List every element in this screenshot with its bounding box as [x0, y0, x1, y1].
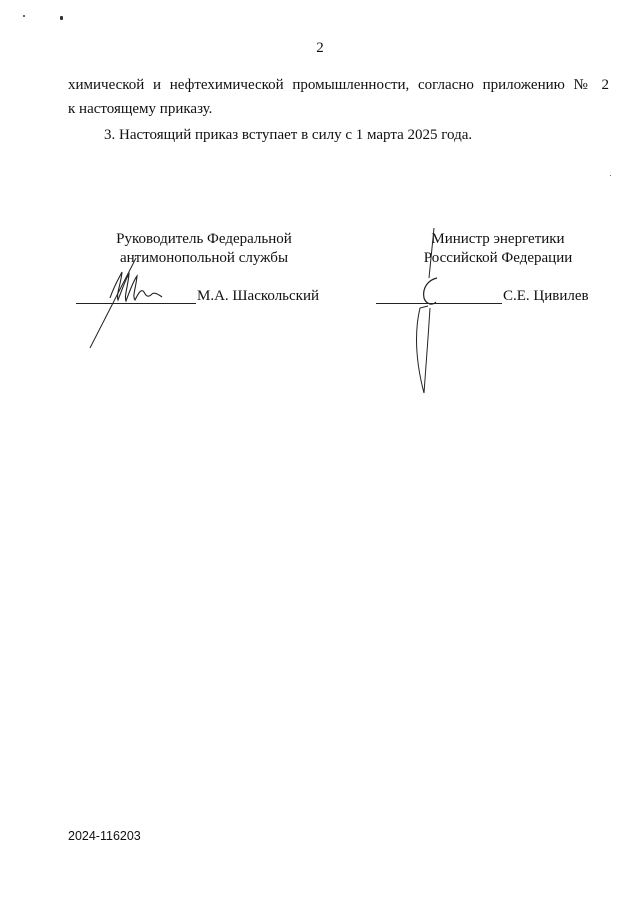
- right-title-line-1: Министр энергетики: [431, 231, 565, 247]
- paragraph-2: 3. Настоящий приказ вступает в силу с 1 марта 2025 года.: [104, 127, 473, 143]
- scan-speck: [23, 15, 25, 17]
- left-signatory-name: М.А. Шаскольский: [197, 288, 320, 304]
- right-title-line-2: Российской Федерации: [423, 250, 573, 266]
- right-signatory-name: С.Е. Цивилев: [503, 288, 589, 304]
- scan-speck: [610, 175, 611, 176]
- paragraph-1-line-2: к настоящему приказу.: [68, 101, 213, 117]
- left-title-line-1: Руководитель Федеральной: [116, 231, 292, 247]
- page-number: 2: [316, 40, 324, 56]
- scan-speck: [60, 16, 63, 20]
- left-handwritten-signature: [88, 258, 188, 348]
- right-handwritten-signature: [404, 228, 454, 398]
- paragraph-1-line-1: химической и нефтехимической промышленности, согласно приложению № 2: [68, 77, 609, 93]
- left-title-line-2: антимонопольной службы: [119, 250, 289, 266]
- registration-number: 2024-116203: [68, 829, 141, 843]
